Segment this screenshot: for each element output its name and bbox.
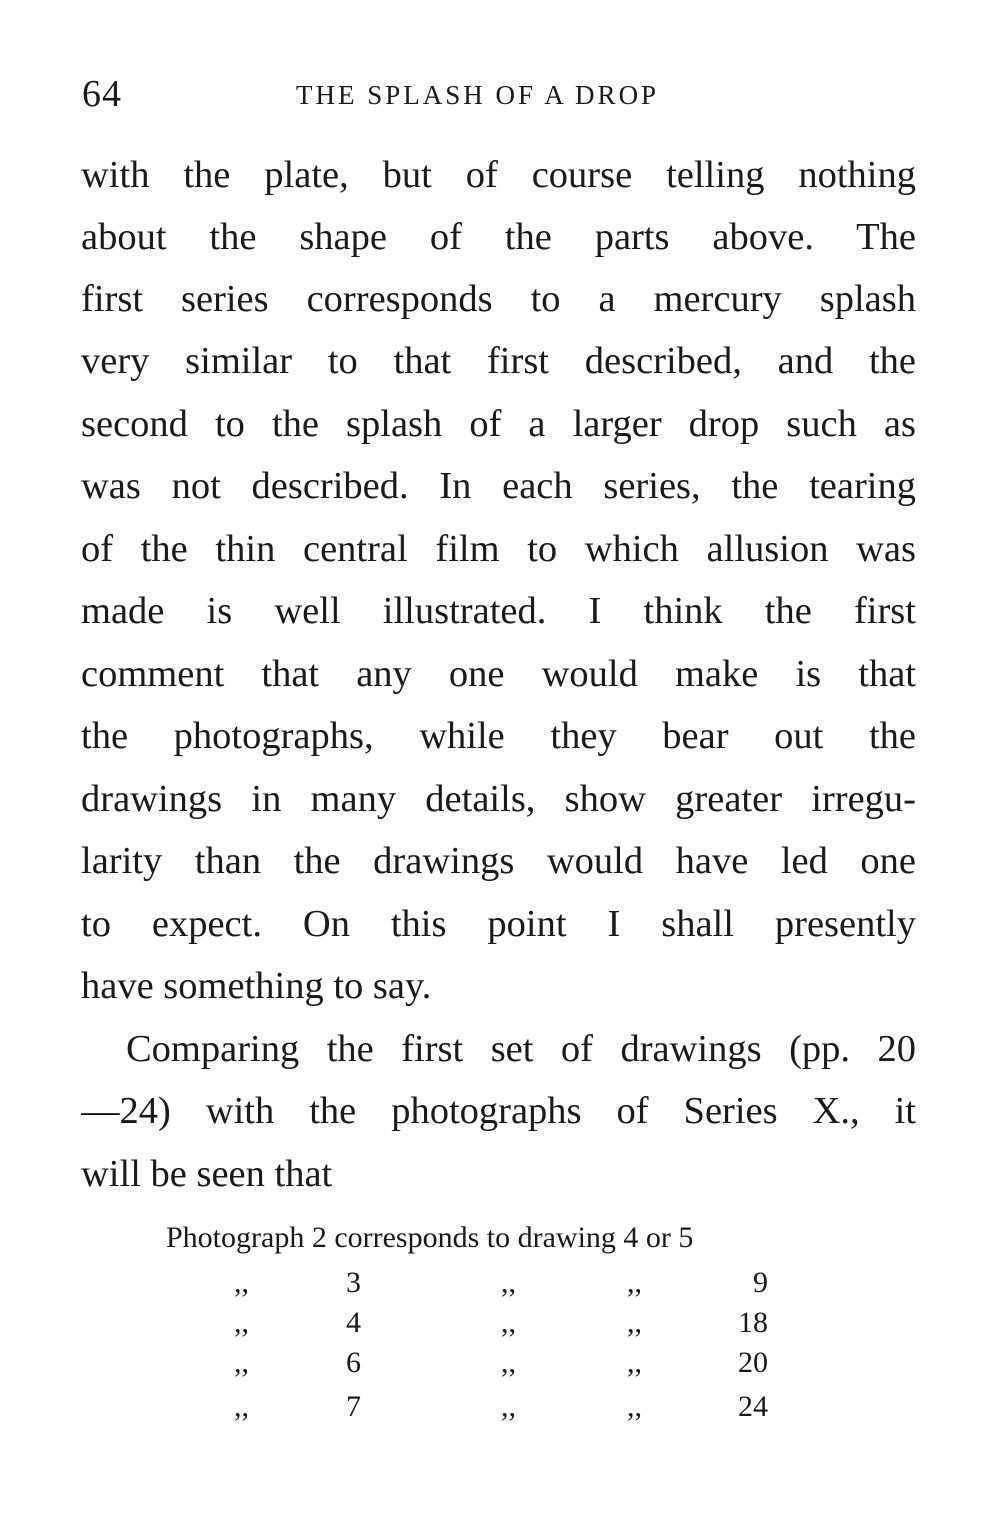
text-line: of the thin central film to which allusion was: [81, 528, 916, 570]
text-line: was not described. In each series, the tearing: [81, 465, 916, 507]
drawing-number: 24: [738, 1390, 768, 1423]
page-number: 64: [82, 73, 122, 115]
text-line: to expect. On this point I shall presently: [81, 903, 916, 945]
ditto-mark: ,,: [234, 1346, 249, 1379]
text-line: the photographs, while they bear out the: [81, 715, 916, 757]
text-line: first series corresponds to a mercury splash: [81, 278, 916, 320]
text-line: drawings in many details, show greater irregu-: [81, 778, 916, 820]
ditto-mark: ,,: [627, 1390, 642, 1423]
photograph-number: 4: [346, 1306, 361, 1339]
ditto-mark: ,,: [501, 1346, 516, 1379]
text-line: have something to say.: [81, 965, 432, 1007]
ditto-mark: ,,: [501, 1266, 516, 1299]
table-row: [0, 1386, 1000, 1428]
ditto-mark: ,,: [234, 1390, 249, 1423]
ditto-mark: ,,: [234, 1266, 249, 1299]
ditto-mark: ,,: [234, 1306, 249, 1339]
photograph-number: 3: [346, 1266, 361, 1299]
text-line: larity than the drawings would have led one: [81, 840, 916, 882]
table-row: [0, 1262, 1000, 1304]
text-line: second to the splash of a larger drop such as: [81, 403, 916, 445]
text-line: comment that any one would make is that: [81, 653, 916, 695]
text-line: made is well illustrated. I think the first: [81, 590, 916, 632]
ditto-mark: ,,: [627, 1306, 642, 1339]
ditto-mark: ,,: [501, 1390, 516, 1423]
drawing-number: 9: [753, 1266, 768, 1299]
text-line: —24) with the photographs of Series X., it: [81, 1090, 916, 1132]
text-line: about the shape of the parts above. The: [81, 216, 916, 258]
drawing-number: 20: [738, 1346, 768, 1379]
ditto-mark: ,,: [627, 1266, 642, 1299]
ditto-mark: ,,: [501, 1306, 516, 1339]
text-line: with the plate, but of course telling nothing: [81, 154, 916, 196]
text-line: will be seen that: [81, 1153, 333, 1195]
running-title: THE SPLASH OF A DROP: [296, 80, 660, 110]
ditto-mark: ,,: [627, 1346, 642, 1379]
text-line: Comparing the first set of drawings (pp. 20: [126, 1028, 916, 1070]
photograph-number: 7: [346, 1390, 361, 1423]
photograph-number: 6: [346, 1346, 361, 1379]
text-line: very similar to that first described, and the: [81, 340, 916, 382]
table-row: [0, 1302, 1000, 1344]
correspondence-heading: Photograph 2 corresponds to drawing 4 or 5: [166, 1221, 694, 1254]
table-row: [0, 1342, 1000, 1384]
drawing-number: 18: [738, 1306, 768, 1339]
